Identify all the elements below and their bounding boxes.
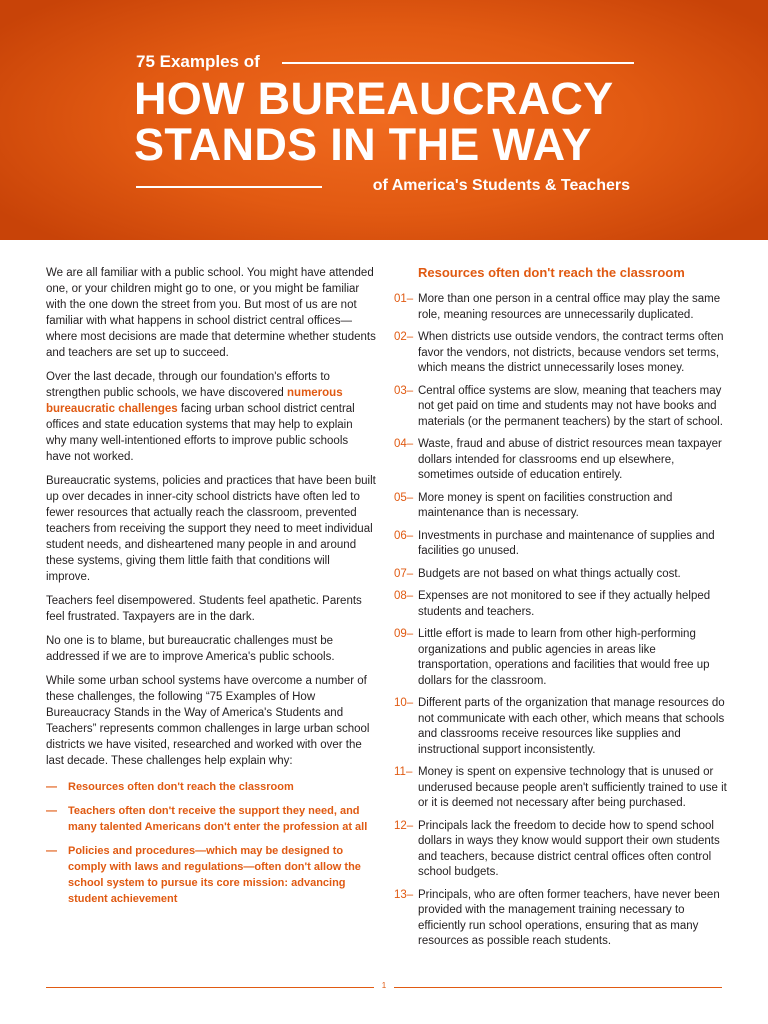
example-item [394,437,728,484]
list-item-text: Teachers often don't receive the support they need, and many talented Americans don't enter the profession at all [68,805,368,833]
item-text: More money is spent on facilities construction and maintenance than is necessary. [418,491,673,519]
footer-rule-left [46,987,374,988]
item-text: Principals lack the freedom to decide how to spend school dollars in ways they know would support their own students and teachers, because district central offices often control school budgets. [418,819,720,878]
footer-rule-right [394,987,722,988]
item-number: 12– [394,819,414,832]
item-text: Money is spent on expensive technology that is unused or underused because people aren't sufficiently trained to use it or it is deemed not necessary after being purchased. [418,766,727,809]
item-text: Different parts of the organization that manage resources do not communicate with each other, which means that schools and classrooms receive resources like supplies and instructional support inconsistently. [418,697,725,756]
example-item [394,819,728,881]
title-line-1: HOW BUREAUCRACY [134,73,614,124]
item-text: Little effort is made to learn from other high-performing organizations and public agencies in areas like transportation, operations and facilities that would free up dollars for the classroom. [418,628,710,687]
subtitle-rule [136,186,322,188]
example-item [394,627,728,689]
list-item-text: Policies and procedures—which may be designed to comply with laws and regulations—often don't allow the school system to pursue its core mission: advancing student achievement [68,845,361,905]
item-text: When districts use outside vendors, the contract terms often favor the vendors, not districts, because vendors set terms, which means the district unnecessarily loses money. [418,331,724,374]
example-item [394,765,728,812]
item-number: 10– [394,697,414,709]
item-number: 02– [394,331,414,343]
item-text: Expenses are not monitored to see if they actually helped students and teachers. [418,590,711,618]
item-number: 05– [394,491,414,504]
item-number: 08– [394,590,414,602]
subtitle: of America's Students & Teachers [372,177,630,194]
item-number: 03– [394,384,414,397]
example-item [394,292,728,323]
intro-column [46,265,376,915]
example-item [394,491,728,522]
list-item-text: Resources often don't reach the classroom [68,781,294,793]
item-number: 04– [394,438,414,450]
kicker-rule [282,62,634,64]
item-number: 09– [394,628,414,640]
dash-bullet: — [46,845,57,857]
section-heading: Resources often don't reach the classroom [418,265,685,280]
list-item [46,779,376,795]
examples-column [394,264,728,957]
example-item [394,384,728,431]
item-text: Principals, who are often former teachers, have never been provided with the management training necessary to efficiently run school operations, ensuring that as many resources as possible reach students. [418,888,720,947]
intro-paragraph-3: Bureaucratic systems, policies and practices that have been built up over decades in inner-city school districts have often led to fewer resources that actually reach the classroom, prevented teachers from receiving the support they need to meet individual student needs, and disheartened many people in and around these systems, giving them little faith that conditions will improve. [46,475,376,583]
item-number: 07– [394,567,414,580]
item-text: Central office systems are slow, meaning that teachers may not get paid on time and students may not have books and materials (or the permanent teachers) by the start of school. [418,384,723,428]
intro-p2-after: facing urban school district central offices and state education systems that may help to explain why many well-intentioned efforts to improve public schools have not worked. [46,403,355,463]
header-banner [0,0,768,240]
example-item [394,888,728,950]
example-item [394,529,728,560]
item-number: 06– [394,529,414,542]
list-item [46,803,376,835]
page-title [134,73,654,170]
dash-bullet: — [46,781,57,793]
intro-paragraph-1: We are all familiar with a public school. You might have attended one, or your children might go to one, or you might be familiar with the one down the street from you. But most of us are not familiar with what happens in school district central offices—where most decisions are made that determine whether students and teachers are set up to succeed. [46,267,376,359]
numerous-challenges-link[interactable]: numerous bureaucratic challenges [46,387,343,415]
example-item [394,696,728,758]
example-item [394,567,728,583]
item-text: Budgets are not based on what things actually cost. [418,567,681,580]
intro-p2-before: Over the last decade, through our foundation's efforts to strengthen public schools, we have discovered [46,371,330,399]
list-item [46,843,376,907]
intro-paragraph-4: Teachers feel disempowered. Students feel apathetic. Parents feel frustrated. Taxpayers are in the dark. [46,595,362,623]
example-item [394,589,728,620]
intro-paragraph-2 [46,369,376,465]
intro-paragraph-5: No one is to blame, but bureaucratic challenges must be addressed if we are to improve America's public schools. [46,635,335,663]
subtitle-row [136,176,634,196]
item-text: More than one person in a central office may play the same role, meaning resources are unnecessarily duplicated. [418,293,721,321]
item-number: 11– [394,766,413,778]
page-number: 1 [381,981,387,990]
intro-paragraph-6: While some urban school systems have overcome a number of these challenges, the following “75 Examples of How Bureaucracy Stands in the Way of America's Students and Teachers” represents common challenges in large urban school districts we have visited, researched and worked with over the last decade. These challenges help explain why: [46,675,370,767]
kicker-row [136,52,634,72]
kicker: 75 Examples of [136,52,260,71]
item-text: Investments in purchase and maintenance of supplies and facilities go unused. [418,529,715,557]
why-list [46,779,376,907]
item-number: 01– [394,293,414,305]
item-text: Waste, fraud and abuse of district resources mean taxpayer dollars intended for classrooms end up elsewhere, sometimes outside of education entirely. [418,438,722,481]
dash-bullet: — [46,805,57,817]
example-item [394,330,728,377]
title-line-2: STANDS IN THE WAY [134,119,592,170]
item-number: 13– [394,888,414,901]
